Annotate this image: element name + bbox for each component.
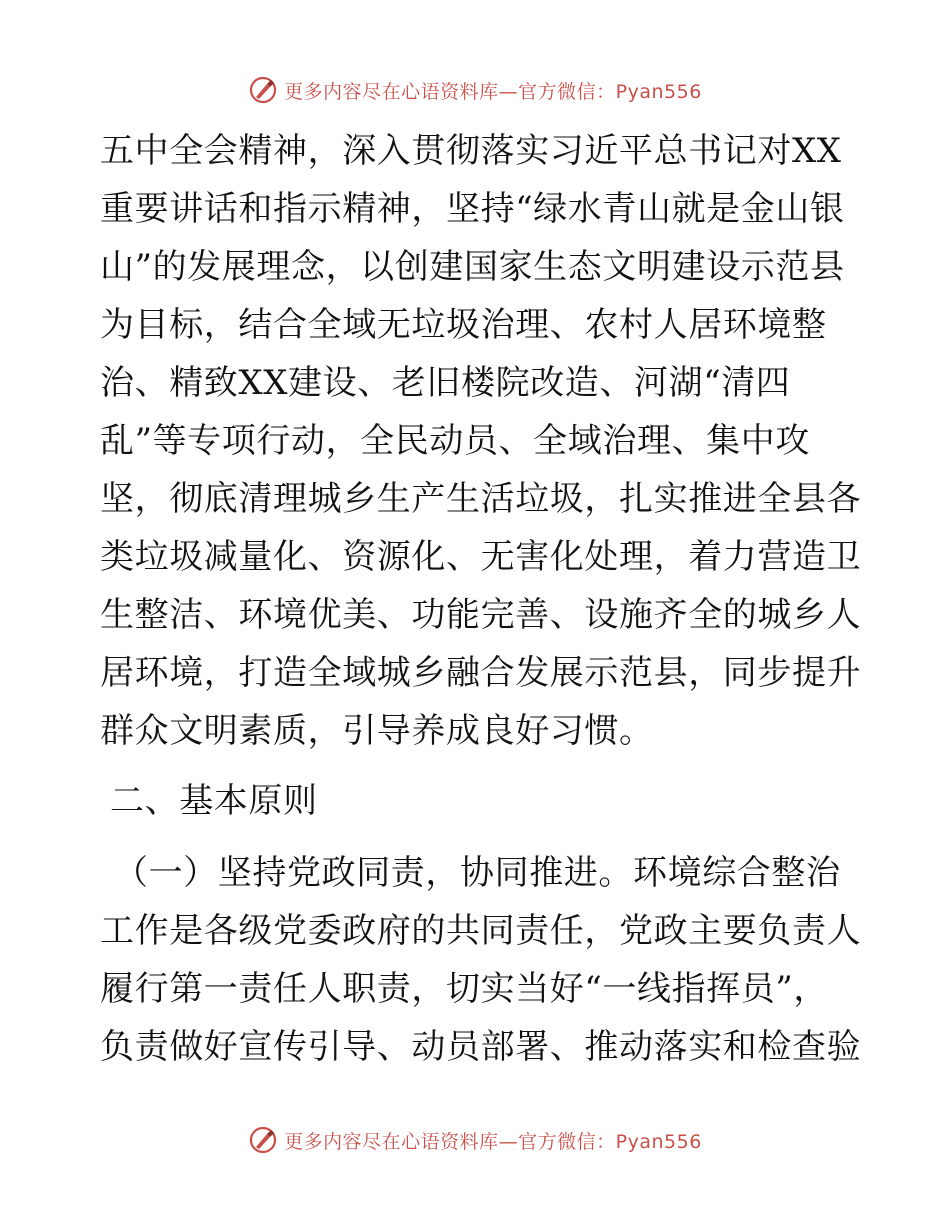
text-line: 类垃圾减量化、资源化、无害化处理，着力营造卫 [100, 537, 862, 577]
text-line: 工作是各级党委政府的共同责任，党政主要负责人 [100, 911, 862, 951]
watermark-text: 更多内容尽在心语资料库—官方微信：Pyan556 [284, 80, 702, 103]
text-line: 五中全会精神，深入贯彻落实习近平总书记对XX [100, 131, 842, 171]
section-heading: 二、基本原则 [110, 781, 318, 821]
text-line: 重要讲话和指示精神，坚持“绿水青山就是金山银 [100, 189, 845, 229]
text-line: 履行第一责任人职责，切实当好“一线指挥员”， [100, 969, 828, 1009]
footer-watermark [0, 1122, 950, 1158]
text-line: 治、精致XX建设、老旧楼院改造、河湖“清四 [100, 363, 791, 403]
pen-logo-icon [248, 1125, 278, 1155]
pen-logo-icon [248, 75, 278, 105]
watermark-text: 更多内容尽在心语资料库—官方微信：Pyan556 [284, 1130, 702, 1153]
text-line: （一）坚持党政同责，协同推进。环境综合整治 [114, 853, 841, 893]
paragraph-2-continued [100, 902, 860, 1076]
text-line: 乱”等专项行动，全民动员、全域治理、集中攻 [100, 421, 810, 461]
text-line: 为目标，结合全域无垃圾治理、农村人居环境整 [100, 305, 827, 345]
text-line: 居环境，打造全域城乡融合发展示范县，同步提升 [100, 653, 862, 693]
text-line: 群众文明素质，引导养成良好习惯。 [100, 711, 654, 751]
text-line: 生整洁、环境优美、功能完善、设施齐全的城乡人 [100, 595, 862, 635]
paragraph-2 [100, 844, 860, 902]
paragraph-1 [100, 122, 860, 760]
header-watermark [0, 72, 950, 108]
text-line: 负责做好宣传引导、动员部署、推动落实和检查验 [100, 1027, 862, 1067]
text-line: 山”的发展理念，以创建国家生态文明建设示范县 [100, 247, 845, 287]
text-line: 坚，彻底清理城乡生产生活垃圾，扎实推进全县各 [100, 479, 862, 519]
document-body [100, 122, 860, 1076]
